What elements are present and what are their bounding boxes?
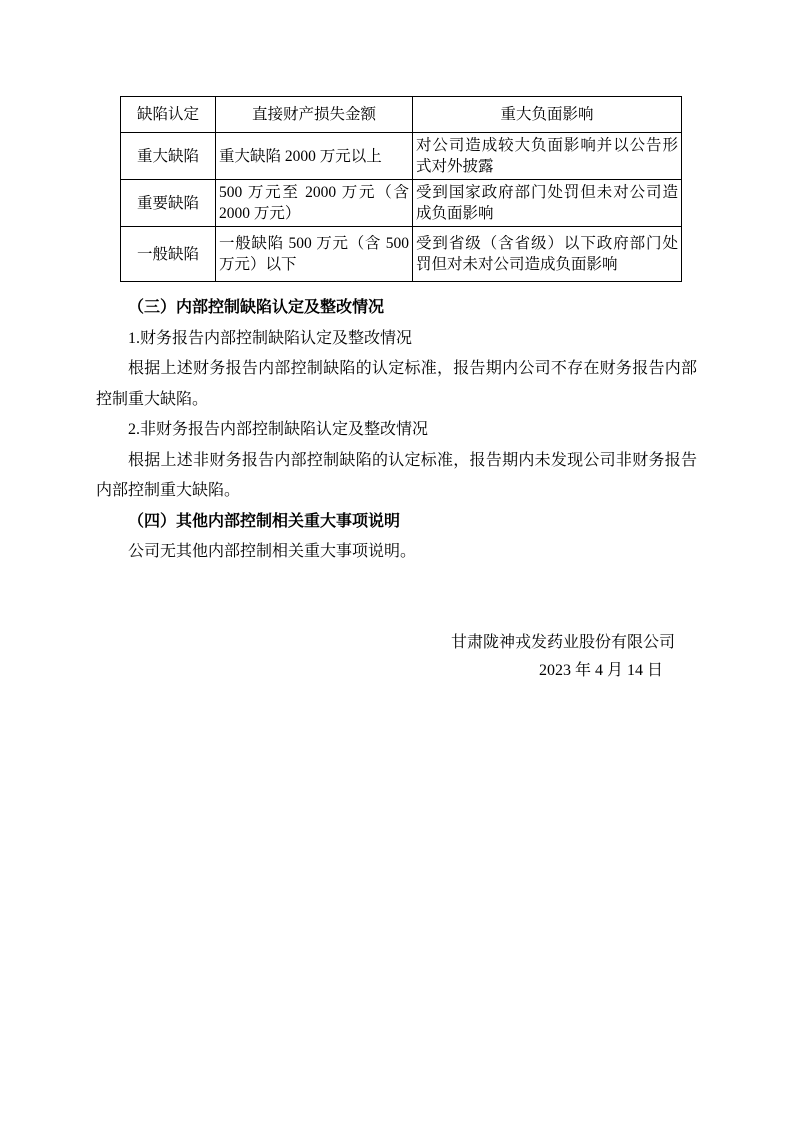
defect-criteria-table: [120, 96, 682, 282]
paragraph-other-matters: 公司无其他内部控制相关重大事项说明。: [128, 543, 417, 560]
negative-impact-cell: 受到省级（含省级）以下政府部门处罚但对未对公司造成负面影响: [413, 227, 682, 282]
paragraph-nonfinancial-defects: 根据上述非财务报告内部控制缺陷的认定标准，报告期内未发现公司非财务报告内部控制重大缺陷。: [96, 451, 697, 499]
signature-date: 2023 年 4 月 14 日: [538, 661, 663, 679]
loss-amount-cell: 一般缺陷 500 万元（含 500万元）以下: [216, 227, 413, 282]
header-major-negative-impact: 重大负面影响: [413, 97, 682, 133]
table-header-row: [121, 97, 682, 133]
defect-level-cell: 一般缺陷: [121, 227, 216, 282]
loss-amount-cell: 500 万元至 2000 万元（含2000 万元）: [216, 180, 413, 227]
table-row: [121, 180, 682, 227]
signature-block: [96, 629, 697, 685]
header-direct-loss-amount: 直接财产损失金额: [216, 97, 413, 133]
table-row: [121, 133, 682, 180]
section-heading-3: （三）内部控制缺陷认定及整改情况: [128, 299, 385, 316]
header-defect-determination: 缺陷认定: [121, 97, 216, 133]
defect-level-cell: 重要缺陷: [121, 180, 216, 227]
loss-amount-cell: 重大缺陷 2000 万元以上: [216, 133, 413, 180]
signature-company-name: 甘肃陇神戎发药业股份有限公司: [450, 633, 675, 651]
body-text: [96, 293, 697, 568]
negative-impact-cell: 受到国家政府部门处罚但未对公司造成负面影响: [413, 180, 682, 227]
negative-impact-cell: 对公司造成较大负面影响并以公告形式对外披露: [413, 133, 682, 180]
defect-level-cell: 重大缺陷: [121, 133, 216, 180]
section-heading-4: （四）其他内部控制相关重大事项说明: [128, 512, 401, 530]
numbered-item-2: 2.非财务报告内部控制缺陷认定及整改情况: [128, 421, 429, 438]
table-row: [121, 227, 682, 282]
numbered-item-1: 1.财务报告内部控制缺陷认定及整改情况: [128, 329, 413, 347]
paragraph-financial-defects: 根据上述财务报告内部控制缺陷的认定标准，报告期内公司不存在财务报告内部控制重大缺陷。: [96, 360, 697, 408]
